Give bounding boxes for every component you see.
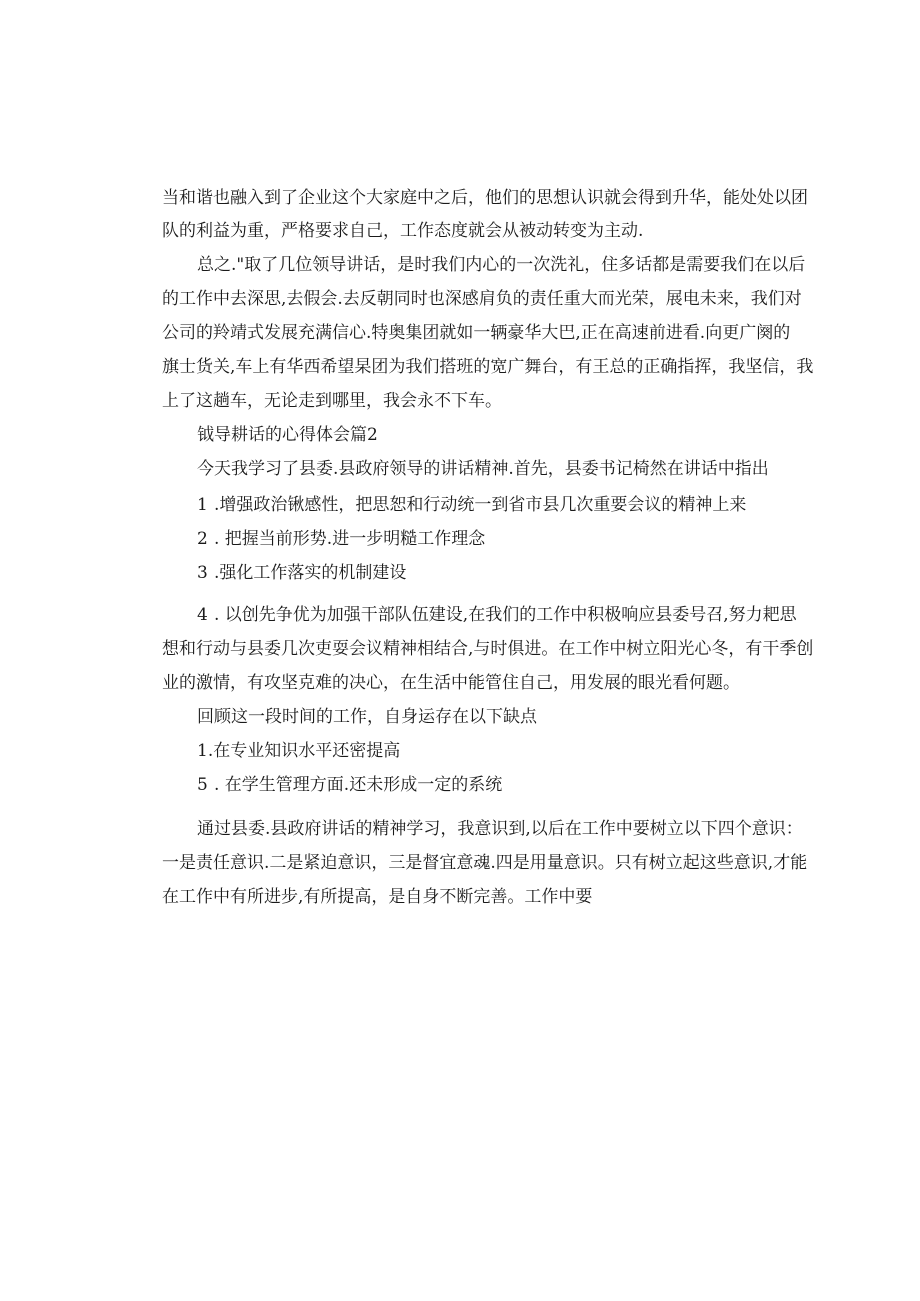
- paragraph-line: 当和谐也融入到了企业这个大家庭中之后，他们的思想认识就会得到升华，能处处以团: [162, 188, 808, 208]
- list-item-number: 3: [197, 563, 208, 583]
- paragraph-line: 队的利益为重，严格要求自己，工作态度就会从被动转变为主动.: [162, 221, 644, 241]
- list-item-number: 2: [197, 529, 208, 549]
- section-heading: 钺导耕话的心得体会篇2: [197, 425, 378, 445]
- list-item: . 在学生管理方面.还未形成一定的系统: [214, 775, 503, 795]
- paragraph-line: 回顾这一段时间的工作，自身运存在以下缺点: [197, 707, 537, 727]
- paragraph-line: 一是责任意识.二是紧迫意识，三是督宜意魂.四是用量意识。只有树立起这些意识,才能: [162, 853, 808, 873]
- paragraph-line: 公司的羚靖式发展充满信心.特奥集团就如一辆豪华大巴,正在高速前进看.向更广阕的: [162, 323, 791, 343]
- list-item: .增强政治锹感性，把思恕和行动统一到省市县几次重要会议的精神上来: [214, 495, 747, 515]
- paragraph-line: 通过县委.县政府讲话的精神学习，我意识到,以后在工作中要树立以下四个意识：: [197, 819, 803, 839]
- list-item-number: 1: [197, 495, 208, 515]
- list-item: . 以创先争优为加强干部队伍建设,在我们的工作中积极响应县委号召,努力耙思: [214, 605, 797, 625]
- paragraph-line: 的工作中去深思,去假会.去反朝同时也深感肩负的责任重大而光荣，展电未来，我们对: [162, 289, 802, 309]
- list-item: 1.在专业知识水平还密提高: [197, 741, 401, 761]
- list-item-number: 5: [197, 775, 208, 795]
- list-item: . 把握当前形势.进一步明糙工作理念: [214, 529, 486, 549]
- list-item-number: 4: [197, 605, 208, 625]
- paragraph-line: 旗士货关,车上有华西希望杲团为我们搭班的宽广舞台，有王总的正确指挥，我坚信，我: [162, 357, 814, 377]
- paragraph-line: 上了这趟车，无论走到哪里，我会永不下车。: [162, 391, 502, 411]
- paragraph-line: 在工作中有所进步,有所提高，是自身不断完善。工作中要: [162, 887, 593, 907]
- paragraph-line: 想和行动与县委几次吏耍会议精神相结合,与时俱进。在工作中树立阳光心冬，有干季创: [162, 639, 814, 659]
- paragraph-line: 总之."取了几位领导讲话，是时我们内心的一次洗礼，住多话都是需要我们在以后: [197, 255, 806, 275]
- paragraph-line: 今天我学习了县委.县政府领导的讲话精神.首先，县委书记椅然在讲话中指出: [197, 459, 769, 479]
- paragraph-line: 业的激情，有攻坚克难的决心，在生活中能管住自己，用发展的眼光看何题。: [162, 673, 740, 693]
- list-item: .强化工作落实的机制建设: [214, 563, 407, 583]
